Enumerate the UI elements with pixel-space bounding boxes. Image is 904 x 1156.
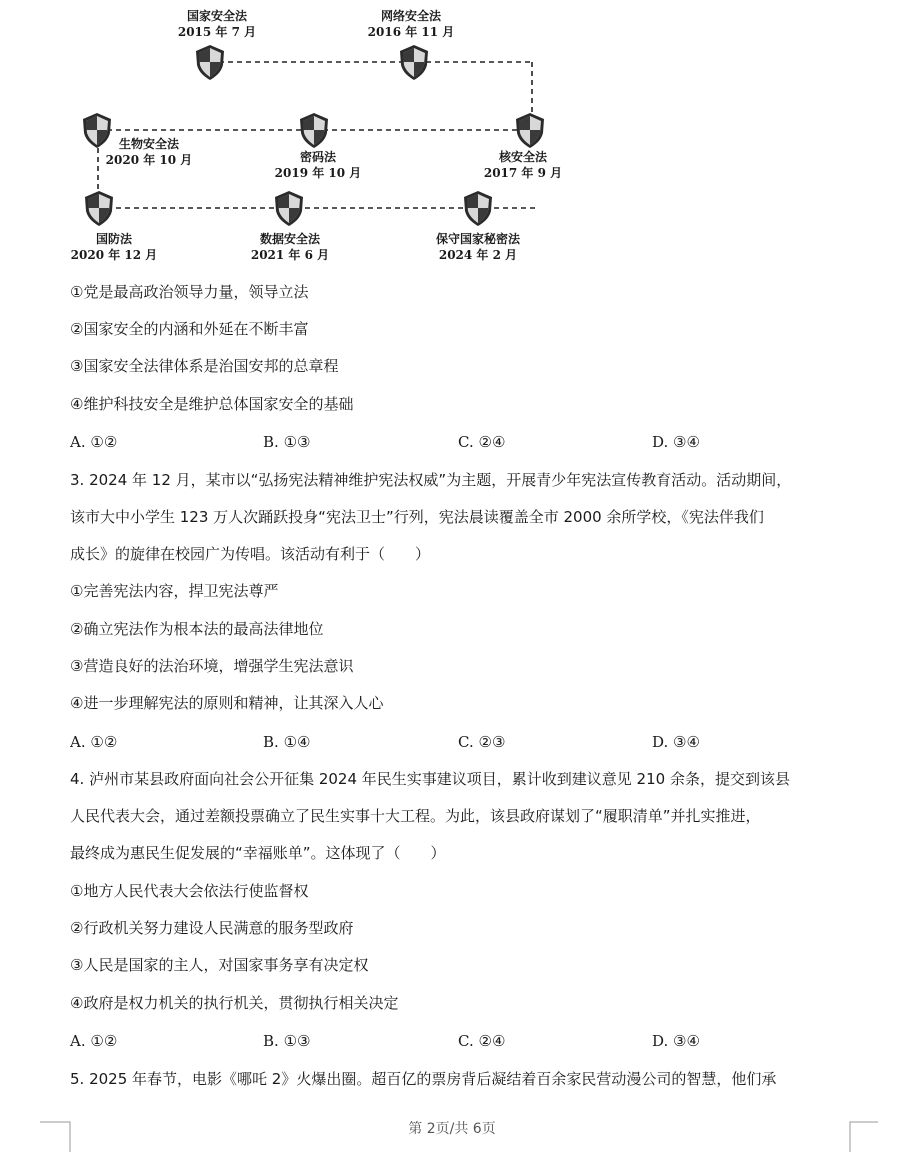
question-3-stem-line: 成长》的旋律在校园广为传唱。该活动有利于（ ） <box>70 545 431 563</box>
option-b: B. ①③ <box>263 433 311 451</box>
shield-icon <box>464 191 492 226</box>
statement: ①完善宪法内容，捍卫宪法尊严 <box>70 582 279 600</box>
statement: ④进一步理解宪法的原则和精神，让其深入人心 <box>70 694 384 712</box>
question-4-stem-line: 4. 泸州市某县政府面向社会公开征集 2024 年民生实事建议项目，累计收到建议意见 210 余条，提交到该县 <box>70 770 790 788</box>
option-d: D. ③④ <box>652 733 700 751</box>
law-label: 网络安全法 2016 年 11 月 <box>367 9 455 39</box>
question-3-stem-line: 3. 2024 年 12 月，某市以“弘扬宪法精神维护宪法权威”为主题，开展青少年宪法宣传教育活动。活动期间， <box>70 471 792 489</box>
law-label: 保守国家秘密法 2024 年 2 月 <box>435 232 520 262</box>
statement: ①党是最高政治领导力量，领导立法 <box>70 283 309 301</box>
law-timeline-diagram <box>0 0 904 275</box>
statement: ③国家安全法律体系是治国安邦的总章程 <box>70 357 339 375</box>
statement: ①地方人民代表大会依法行使监督权 <box>70 882 309 900</box>
statement: ④政府是权力机关的执行机关，贯彻执行相关决定 <box>70 994 399 1012</box>
statement: ④维护科技安全是维护总体国家安全的基础 <box>70 395 354 413</box>
option-c: C. ②④ <box>458 1032 506 1050</box>
law-label: 核安全法 2017 年 9 月 <box>483 150 563 180</box>
shield-icon <box>275 191 303 226</box>
shield-icon <box>400 45 428 80</box>
option-c: C. ②③ <box>458 733 506 751</box>
option-c: C. ②④ <box>458 433 506 451</box>
option-b: B. ①③ <box>263 1032 311 1050</box>
question-4-stem-line: 人民代表大会，通过差额投票确立了民生实事十大工程。为此，该县政府谋划了“履职清单”并扎实推进， <box>70 807 761 825</box>
option-d: D. ③④ <box>652 1032 700 1050</box>
question-3-stem-line: 该市大中小学生 123 万人次踊跃投身“宪法卫士”行列，宪法晨读覆盖全市 2000 余所学校，《宪法伴我们 <box>70 508 764 526</box>
question-5-stem-line: 5. 2025 年春节，电影《哪吒 2》火爆出圈。超百亿的票房背后凝结着百余家民营动漫公司的智慧，他们承 <box>70 1070 777 1088</box>
shield-icon <box>516 113 544 148</box>
option-d: D. ③④ <box>652 433 700 451</box>
statement: ②确立宪法作为根本法的最高法律地位 <box>70 620 324 638</box>
shield-icon <box>300 113 328 148</box>
statement: ③人民是国家的主人，对国家事务享有决定权 <box>70 956 369 974</box>
law-label: 国防法 2020 年 12 月 <box>70 232 158 262</box>
statement: ③营造良好的法治环境，增强学生宪法意识 <box>70 657 354 675</box>
law-label: 密码法 2019 年 10 月 <box>274 150 362 180</box>
law-label: 生物安全法 2020 年 10 月 <box>105 137 193 167</box>
option-b: B. ①④ <box>263 733 311 751</box>
option-a: A. ①② <box>70 733 118 751</box>
option-a: A. ①② <box>70 1032 118 1050</box>
law-label: 国家安全法 2015 年 7 月 <box>177 9 257 39</box>
option-a: A. ①② <box>70 433 118 451</box>
page-footer: 第 2页/共 6页 <box>408 1121 496 1137</box>
shield-icon <box>196 45 224 80</box>
statement: ②行政机关努力建设人民满意的服务型政府 <box>70 919 354 937</box>
statement: ②国家安全的内涵和外延在不断丰富 <box>70 320 309 338</box>
question-4-stem-line: 最终成为惠民生促发展的“幸福账单”。这体现了（ ） <box>70 844 446 862</box>
shield-icon <box>85 191 113 226</box>
law-label: 数据安全法 2021 年 6 月 <box>250 232 330 262</box>
